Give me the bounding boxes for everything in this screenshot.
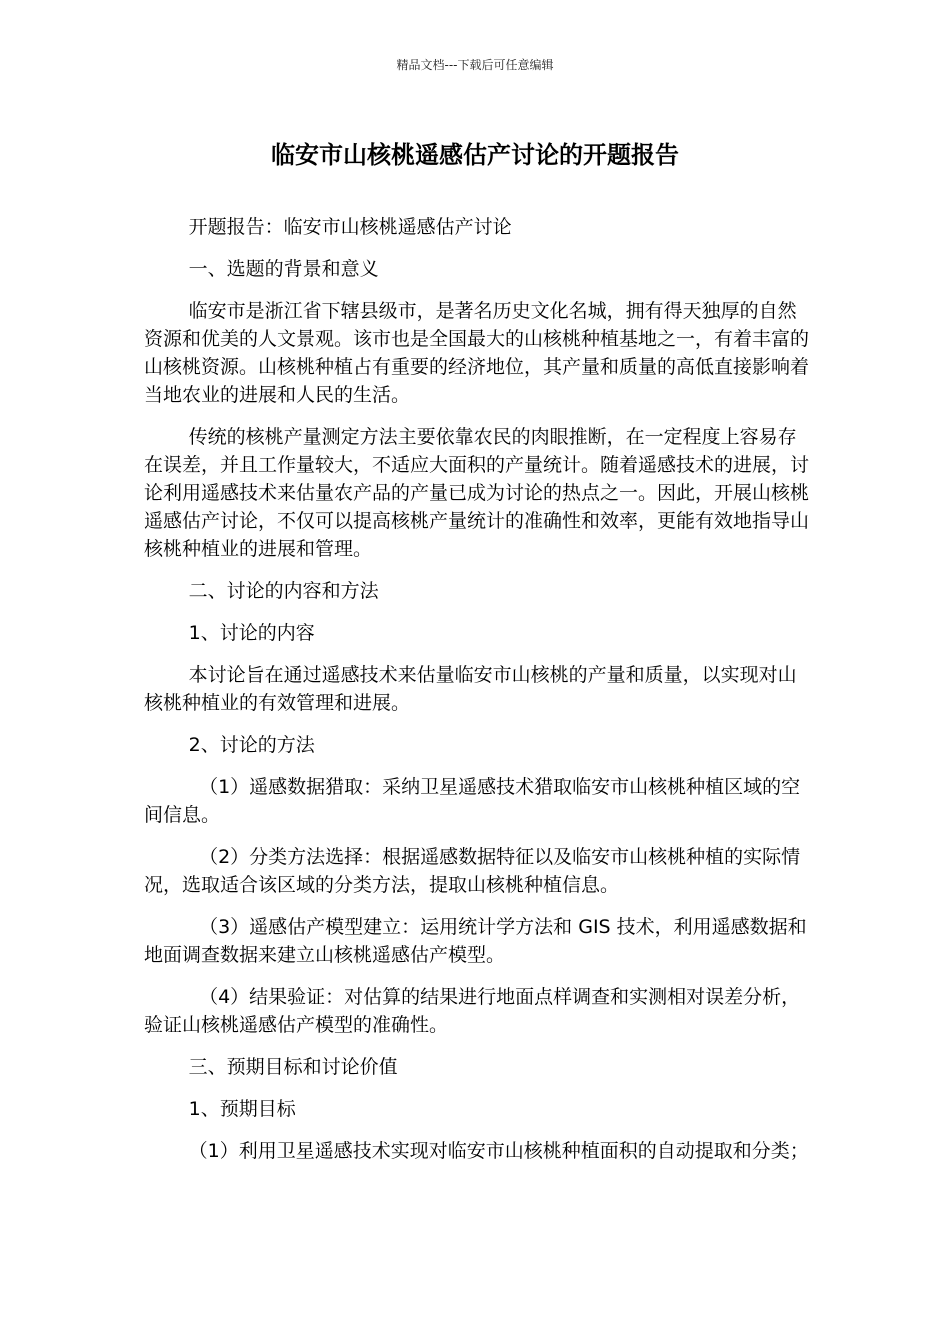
document-title: 临安市山核桃遥感估产讨论的开题报告 bbox=[271, 141, 679, 169]
method-item: （1）遥感数据猎取：采纳卫星遥感技术猎取临安市山核桃种植区域的空间信息。 bbox=[144, 776, 801, 826]
body-paragraph: 传统的核桃产量测定方法主要依靠农民的肉眼推断，在一定程度上容易存在误差，并且工作量较大，不适应大面积的产量统计。随着遥感技术的进展，讨论利用遥感技术来估量农产品的产量已成为讨论的热点之一。因此，开展山核桃遥感估产讨论，不仅可以提高核桃产量统计的准确性和效率，更能有效地指导山核桃种植业的进展和管理。 bbox=[144, 426, 810, 560]
report-subtitle-paragraph: 开题报告：临安市山核桃遥感估产讨论 bbox=[188, 216, 512, 238]
subsection-heading-content: 1、讨论的内容 bbox=[188, 622, 315, 644]
document-body bbox=[144, 213, 812, 1179]
method-item: （3）遥感估产模型建立：运用统计学方法和 GIS 技术，利用遥感数据和地面调查数据来建立山核桃遥感估产模型。 bbox=[144, 916, 807, 966]
subsection-heading-methods: 2、讨论的方法 bbox=[188, 734, 315, 756]
subsection-heading-goals: 1、预期目标 bbox=[188, 1098, 296, 1120]
body-paragraph: 本讨论旨在通过遥感技术来估量临安市山核桃的产量和质量，以实现对山核桃种植业的有效管理和进展。 bbox=[144, 664, 797, 714]
page-header: 精品文档---下载后可任意编辑 bbox=[396, 58, 554, 72]
body-paragraph: 临安市是浙江省下辖县级市，是著名历史文化名城，拥有得天独厚的自然资源和优美的人文景观。该市也是全国最大的山核桃种植基地之一，有着丰富的山核桃资源。山核桃种植占有重要的经济地位，其产量和质量的高低直接影响着当地农业的进展和人民的生活。 bbox=[144, 300, 810, 406]
method-item: （2）分类方法选择：根据遥感数据特征以及临安市山核桃种植的实际情况，选取适合该区域的分类方法，提取山核桃种植信息。 bbox=[144, 846, 801, 896]
section-heading-content-methods: 二、讨论的内容和方法 bbox=[188, 580, 379, 602]
section-heading-background: 一、选题的背景和意义 bbox=[188, 258, 379, 280]
method-item: （4）结果验证：对估算的结果进行地面点样调查和实测相对误差分析，验证山核桃遥感估产模型的准确性。 bbox=[144, 986, 801, 1036]
goal-item: （1）利用卫星遥感技术实现对临安市山核桃种植面积的自动提取和分类； bbox=[188, 1140, 809, 1162]
section-heading-goals: 三、预期目标和讨论价值 bbox=[188, 1056, 398, 1078]
